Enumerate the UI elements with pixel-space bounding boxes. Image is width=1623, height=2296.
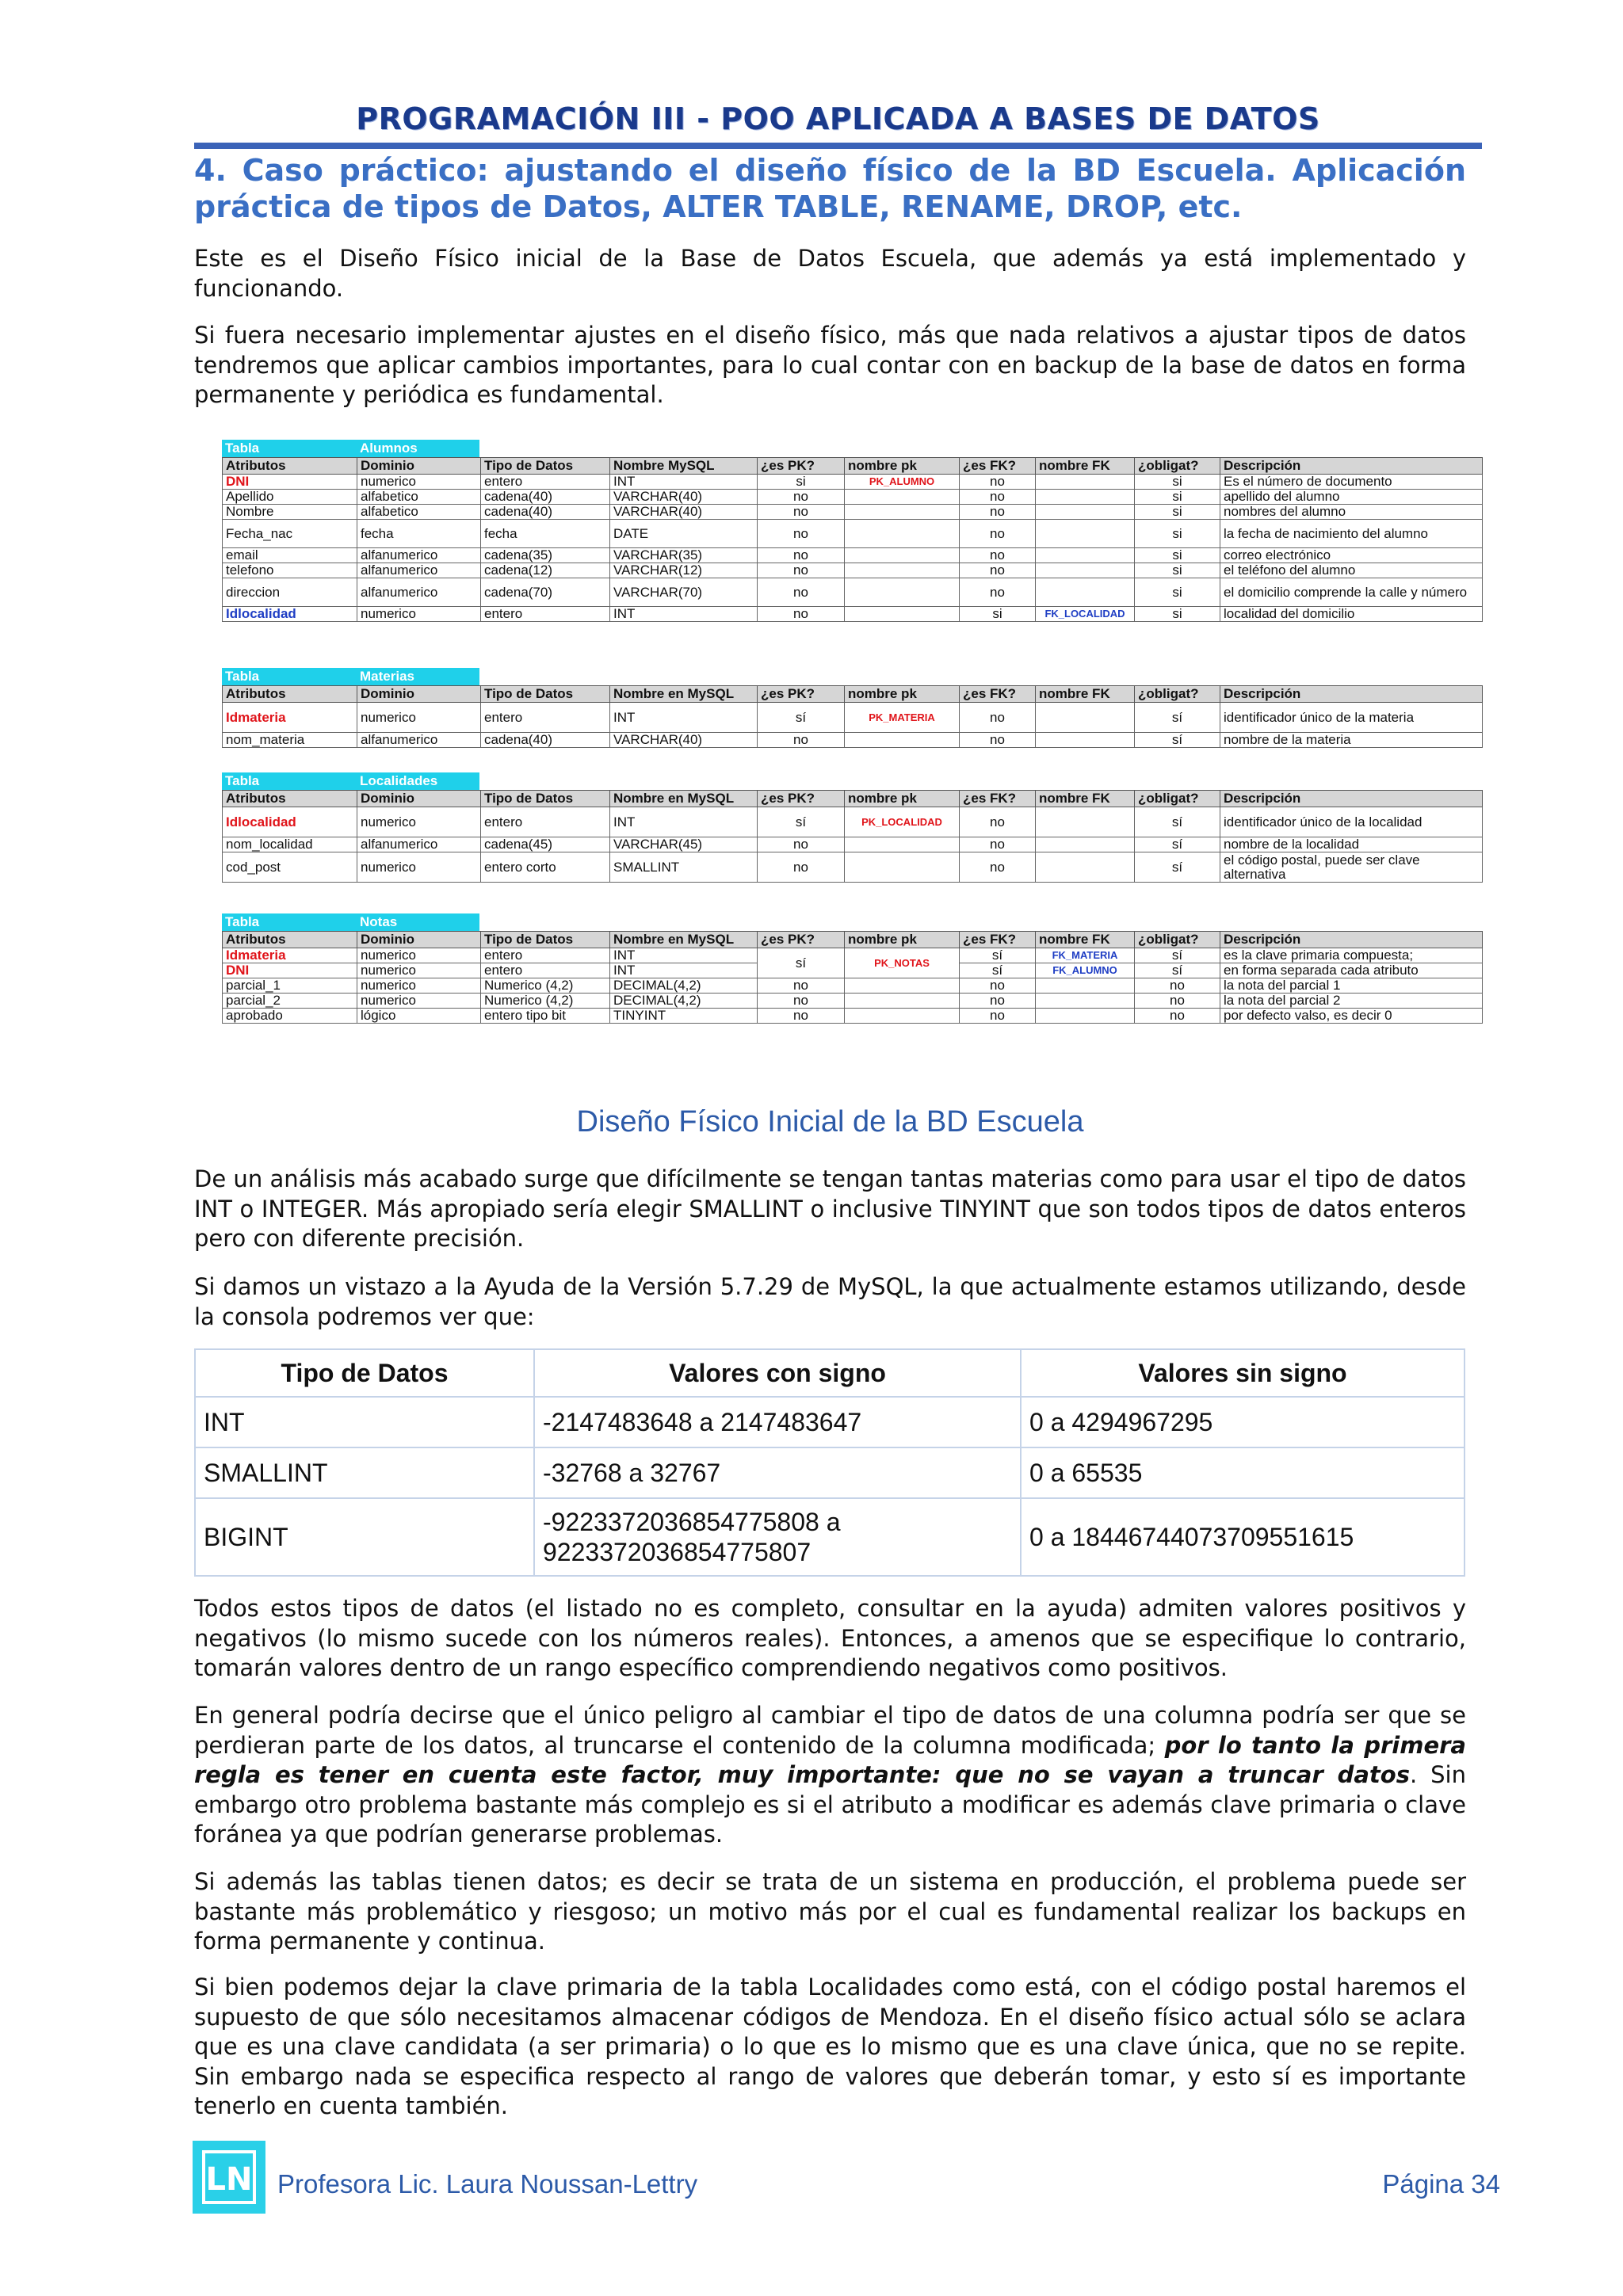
schema-cell: cadena(70) [481,578,610,607]
schema-cell: INT [610,475,758,490]
schema-cell: sí [758,807,845,837]
schema-cell: no [758,563,845,578]
schema-cell: si [1135,490,1220,505]
paragraph-8: Si bien podemos dejar la clave primaria de la tabla Localidades como está, con el código postal haremos el supuesto de que sólo necesitamos almacenar códigos de Mendoza. En el diseño físico actual sólo se aclara que es una clave candidata (a ser primaria) o lo que es lo mismo que es una clave única, que no se repite. Sin embargo nada se especifica respecto al rango de valores que deberán tomar, y esto sí es importante tenerlo en cuenta también. [194,1974,1466,2119]
alumnos-table [222,457,1483,622]
schema-cell: nombres del alumno [1220,505,1483,520]
schema-cell: cadena(40) [481,505,610,520]
schema-cell: alfabetico [357,490,481,505]
schema-row [223,505,1483,520]
schema-row [223,607,1483,622]
schema-cell: no [960,520,1036,548]
schema-cell [845,505,960,520]
tag-label: Tabla [225,669,260,684]
schema-cell: alfabetico [357,505,481,520]
page-header-title: PROGRAMACIÓN III - POO APLICADA A BASES DE DATOS [356,101,1320,136]
schema-cell: Idmateria [223,703,357,733]
schema-cell: numerico [357,948,481,963]
schema-cell: alfanumerico [357,837,481,852]
schema-cell [845,1009,960,1024]
schema-cell: nom_materia [223,733,357,748]
types-cell: -9223372036854775808 a 9223372036854775807 [534,1498,1021,1576]
schema-cell: no [758,520,845,548]
schema-cell: no [758,978,845,994]
table-tag [222,668,479,685]
schema-cell: identificador único de la localidad [1220,807,1483,837]
schema-cell: fecha [481,520,610,548]
section-title: 4. Caso práctico: ajustando el diseño físico de la BD Escuela. Aplicación práctica de tipos de Datos, ALTER TABLE, RENAME, DROP, etc. [194,153,1466,224]
schema-cell: entero [481,607,610,622]
schema-cell: no [960,703,1036,733]
schema-cell: sí [1135,837,1220,852]
ln-logo-icon [193,2141,265,2214]
schema-cell: no [758,490,845,505]
schema-cell [845,548,960,563]
header-cell: nombre FK [1036,932,1135,948]
types-header-cell: Valores con signo [534,1349,1021,1397]
schema-cell: VARCHAR(40) [610,505,758,520]
schema-cell: telefono [223,563,357,578]
schema-cell: DATE [610,520,758,548]
figure-caption: Diseño Físico Inicial de la BD Escuela [576,1105,1084,1138]
schema-cell: en forma separada cada atributo [1220,963,1483,978]
schema-cell: el código postal, puede ser clave alternativa [1220,852,1483,883]
materias-table [222,685,1483,748]
header-cell: ¿es FK? [960,458,1036,475]
schema-cell: PK_NOTAS [845,948,960,978]
schema-cell: no [960,978,1036,994]
header-cell: Dominio [357,791,481,807]
schema-cell [1036,733,1135,748]
types-cell: INT [195,1397,534,1447]
header-cell: Descripción [1220,686,1483,703]
localidades-table [222,790,1483,883]
header-cell: ¿obligat? [1135,791,1220,807]
schema-cell: DECIMAL(4,2) [610,994,758,1009]
schema-cell: FK_MATERIA [1036,948,1135,963]
schema-cell: Apellido [223,490,357,505]
schema-cell: sí [960,948,1036,963]
header-cell: nombre pk [845,686,960,703]
schema-row [223,703,1483,733]
paragraph-6-part-a: En general podría decirse que el único peligro al cambiar el tipo de datos de una columna podría ser que se perdieran parte de los datos, al truncarse el contenido de la columna modificada; [194,1702,1466,1759]
schema-cell [845,978,960,994]
schema-cell: no [960,578,1036,607]
schema-cell: email [223,548,357,563]
schema-cell: no [758,837,845,852]
schema-cell [845,578,960,607]
schema-cell [1036,703,1135,733]
schema-cell: no [1135,994,1220,1009]
schema-cell [1036,505,1135,520]
paragraph-5: Todos estos tipos de datos (el listado no es completo, consultar en la ayuda) admiten valores positivos y negativos (lo mismo sucede con los números reales). Entonces, a amenos que se especifique lo contrario, tomarán valores dentro de un rango específico comprendiendo negativos como positivos. [194,1595,1466,1681]
data-types-table [194,1348,1465,1577]
schema-cell: entero [481,807,610,837]
schema-cell [845,490,960,505]
schema-cell: sí [1135,733,1220,748]
header-cell: ¿es FK? [960,932,1036,948]
schema-cell: INT [610,607,758,622]
schema-cell: Idmateria [223,948,357,963]
table-name: Alumnos [360,441,418,456]
header-cell: ¿es PK? [758,791,845,807]
header-cell: nombre FK [1036,791,1135,807]
schema-row [223,733,1483,748]
paragraph-2: Si fuera necesario implementar ajustes en el diseño físico, más que nada relativos a ajustar tipos de datos tendremos que aplicar cambios importantes, para lo cual contar con en backup de la base de datos en forma permanente y periódica es fundamental. [194,322,1466,408]
schema-cell: numerico [357,963,481,978]
schema-cell: apellido del alumno [1220,490,1483,505]
tag-label: Tabla [225,441,260,456]
schema-cell: lógico [357,1009,481,1024]
schema-cell: FK_LOCALIDAD [1036,607,1135,622]
schema-row [223,837,1483,852]
header-cell: Tipo de Datos [481,932,610,948]
schema-cell [1036,563,1135,578]
header-cell: Atributos [223,458,357,475]
schema-row [223,563,1483,578]
schema-cell: sí [1135,807,1220,837]
schema-cell: Fecha_nac [223,520,357,548]
schema-row [223,578,1483,607]
schema-cell: la nota del parcial 2 [1220,994,1483,1009]
schema-cell: no [758,994,845,1009]
schema-cell: numerico [357,475,481,490]
schema-cell: si [1135,520,1220,548]
types-header-row [195,1349,1465,1397]
types-cell: 0 a 65535 [1021,1447,1465,1498]
types-cell: -32768 a 32767 [534,1447,1021,1498]
schema-cell [845,837,960,852]
schema-cell: alfanumerico [357,563,481,578]
schema-cell [845,563,960,578]
schema-cell: cadena(40) [481,490,610,505]
schema-cell: parcial_1 [223,978,357,994]
schema-cell: el domicilio comprende la calle y número [1220,578,1483,607]
schema-cell: si [1135,475,1220,490]
schema-cell: si [960,607,1036,622]
schema-cell: INT [610,703,758,733]
schema-cell: sí [1135,852,1220,883]
schema-cell [1036,578,1135,607]
footer-page-number: Página 34 [1382,2169,1500,2199]
schema-cell: alfanumerico [357,548,481,563]
schema-cell: PK_ALUMNO [845,475,960,490]
types-cell: SMALLINT [195,1447,534,1498]
header-cell: Descripción [1220,458,1483,475]
types-cell: BIGINT [195,1498,534,1576]
schema-cell: sí [1135,948,1220,963]
header-cell: Tipo de Datos [481,686,610,703]
header-cell: ¿es FK? [960,686,1036,703]
schema-cell: si [1135,563,1220,578]
schema-row [223,852,1483,883]
schema-cell: no [758,578,845,607]
schema-cell: Idlocalidad [223,607,357,622]
header-cell: Tipo de Datos [481,458,610,475]
schema-cell: numerico [357,807,481,837]
header-cell: nombre pk [845,932,960,948]
schema-cell: la fecha de nacimiento del alumno [1220,520,1483,548]
schema-cell: no [758,548,845,563]
schema-cell: no [1135,978,1220,994]
schema-cell: FK_ALUMNO [1036,963,1135,978]
schema-cell: no [960,505,1036,520]
schema-row [223,475,1483,490]
header-cell: ¿es PK? [758,686,845,703]
schema-cell [1036,1009,1135,1024]
schema-cell: sí [1135,963,1220,978]
schema-cell: entero corto [481,852,610,883]
schema-row [223,1009,1483,1024]
schema-cell: cadena(35) [481,548,610,563]
types-row [195,1397,1465,1447]
schema-cell: si [1135,607,1220,622]
schema-cell: Numerico (4,2) [481,994,610,1009]
schema-cell: entero [481,963,610,978]
header-row [223,791,1483,807]
schema-cell [1036,994,1135,1009]
schema-cell: entero [481,703,610,733]
schema-cell: si [1135,505,1220,520]
header-cell: Nombre en MySQL [610,686,758,703]
schema-cell: DNI [223,963,357,978]
schema-cell: no [758,852,845,883]
schema-cell: cod_post [223,852,357,883]
schema-cell: Idlocalidad [223,807,357,837]
schema-cell: cadena(12) [481,563,610,578]
schema-cell: Numerico (4,2) [481,978,610,994]
schema-cell [845,994,960,1009]
header-cell: ¿obligat? [1135,686,1220,703]
schema-cell: sí [758,703,845,733]
schema-cell: VARCHAR(40) [610,733,758,748]
schema-row [223,948,1483,963]
schema-cell: sí [1135,703,1220,733]
schema-cell: no [758,733,845,748]
schema-cell: entero [481,475,610,490]
header-cell: Dominio [357,686,481,703]
header-cell: Descripción [1220,791,1483,807]
schema-cell: no [758,1009,845,1024]
schema-cell [1036,807,1135,837]
header-cell: Nombre en MySQL [610,791,758,807]
schema-cell [1036,978,1135,994]
schema-cell: si [1135,548,1220,563]
schema-cell [1036,475,1135,490]
paragraph-6-part-c: . Sin embargo otro problema bastante más complejo es si el atributo a modificar es además clave primaria o clave foránea ya que podrían generarse problemas. [194,1761,1466,1848]
schema-cell: VARCHAR(40) [610,490,758,505]
table-name: Notas [360,914,398,929]
schema-cell: no [758,505,845,520]
header-cell: nombre pk [845,458,960,475]
schema-cell: no [960,807,1036,837]
schema-cell [845,520,960,548]
header-cell: Atributos [223,932,357,948]
header-cell: ¿obligat? [1135,458,1220,475]
schema-cell [1036,852,1135,883]
paragraph-7: Si además las tablas tienen datos; es decir se trata de un sistema en producción, el problema puede ser bastante más problemático y riesgoso; un motivo más por el cual es fundamental realizar los backups en forma permanente y continua. [194,1868,1466,1955]
schema-cell: VARCHAR(70) [610,578,758,607]
schema-cell: numerico [357,852,481,883]
schema-cell: no [960,475,1036,490]
schema-cell: no [758,607,845,622]
header-cell: Nombre MySQL [610,458,758,475]
schema-cell [1036,520,1135,548]
schema-cell: no [960,1009,1036,1024]
header-cell: Atributos [223,686,357,703]
table-tag [222,913,479,931]
schema-cell: identificador único de la materia [1220,703,1483,733]
header-cell: nombre pk [845,791,960,807]
schema-cell: numerico [357,607,481,622]
svg-text:LN: LN [205,2161,253,2198]
header-cell: Dominio [357,932,481,948]
schema-cell: numerico [357,703,481,733]
schema-cell: correo electrónico [1220,548,1483,563]
schema-cell: Nombre [223,505,357,520]
schema-row [223,978,1483,994]
schema-cell: no [960,733,1036,748]
header-cell: ¿es PK? [758,458,845,475]
schema-row [223,994,1483,1009]
schema-cell: no [960,563,1036,578]
schema-cell: INT [610,948,758,963]
schema-cell [1036,548,1135,563]
table-name: Materias [360,669,414,684]
schema-cell: no [960,994,1036,1009]
types-row [195,1447,1465,1498]
schema-cell: fecha [357,520,481,548]
paragraph-3: De un análisis más acabado surge que difícilmente se tengan tantas materias como para usar el tipo de datos INT o INTEGER. Más apropiado sería elegir SMALLINT o inclusive TINYINT que son todos tipos de datos enteros pero con diferente precisión. [194,1165,1466,1252]
header-rule [194,143,1482,149]
schema-cell: VARCHAR(12) [610,563,758,578]
schema-cell [845,733,960,748]
header-cell: ¿es FK? [960,791,1036,807]
header-cell: nombre FK [1036,458,1135,475]
header-cell: Atributos [223,791,357,807]
header-row [223,458,1483,475]
schema-cell: no [960,548,1036,563]
schema-cell: si [758,475,845,490]
schema-cell: es la clave primaria compuesta; [1220,948,1483,963]
schema-cell: sí [960,963,1036,978]
schema-cell: no [960,852,1036,883]
types-header-cell: Tipo de Datos [195,1349,534,1397]
schema-cell: INT [610,963,758,978]
header-cell: ¿obligat? [1135,932,1220,948]
header-cell: ¿es PK? [758,932,845,948]
header-cell: Tipo de Datos [481,791,610,807]
schema-row [223,490,1483,505]
schema-cell: numerico [357,978,481,994]
schema-cell: VARCHAR(45) [610,837,758,852]
schema-cell: el teléfono del alumno [1220,563,1483,578]
schema-cell: INT [610,807,758,837]
table-tag [222,440,479,457]
types-cell: -2147483648 a 2147483647 [534,1397,1021,1447]
schema-cell: nom_localidad [223,837,357,852]
schema-row [223,520,1483,548]
schema-row [223,548,1483,563]
paragraph-6-emphasis: por lo tanto la primera regla es tener en cuenta este factor, muy importante: que no se vayan a truncar datos [194,1731,1466,1788]
schema-cell [845,852,960,883]
schema-cell: direccion [223,578,357,607]
header-cell: Nombre en MySQL [610,932,758,948]
schema-cell: alfanumerico [357,578,481,607]
schema-cell: entero [481,948,610,963]
header-row [223,686,1483,703]
schema-cell: no [960,490,1036,505]
schema-cell: nombre de la materia [1220,733,1483,748]
schema-cell [1036,490,1135,505]
schema-cell: no [960,837,1036,852]
paragraph-6 [194,1701,1466,1850]
types-cell: 0 a 18446744073709551615 [1021,1498,1465,1576]
schema-cell: SMALLINT [610,852,758,883]
paragraph-1: Este es el Diseño Físico inicial de la Base de Datos Escuela, que además ya está implementado y funcionando. [194,245,1466,302]
types-cell: 0 a 4294967295 [1021,1397,1465,1447]
header-cell: nombre FK [1036,686,1135,703]
paragraph-4: Si damos un vistazo a la Ayuda de la Versión 5.7.29 de MySQL, la que actualmente estamos utilizando, desde la consola podremos ver que: [194,1273,1466,1330]
schema-cell: cadena(45) [481,837,610,852]
header-cell: Descripción [1220,932,1483,948]
schema-cell: sí [758,948,845,978]
schema-cell: aprobado [223,1009,357,1024]
schema-cell [1036,837,1135,852]
schema-cell: DECIMAL(4,2) [610,978,758,994]
tag-label: Tabla [225,773,260,788]
schema-cell: DNI [223,475,357,490]
schema-cell: PK_LOCALIDAD [845,807,960,837]
table-tag [222,772,479,790]
notas-table [222,931,1483,1024]
header-row [223,932,1483,948]
schema-cell: no [1135,1009,1220,1024]
types-row [195,1498,1465,1576]
schema-cell: entero tipo bit [481,1009,610,1024]
schema-row [223,807,1483,837]
schema-cell: localidad del domicilio [1220,607,1483,622]
schema-cell: VARCHAR(35) [610,548,758,563]
footer-author: Profesora Lic. Laura Noussan-Lettry [277,2169,698,2199]
types-header-cell: Valores sin signo [1021,1349,1465,1397]
schema-cell: PK_MATERIA [845,703,960,733]
schema-cell: alfanumerico [357,733,481,748]
schema-cell: parcial_2 [223,994,357,1009]
schema-cell: cadena(40) [481,733,610,748]
schema-cell: TINYINT [610,1009,758,1024]
schema-cell: Es el número de documento [1220,475,1483,490]
schema-cell: la nota del parcial 1 [1220,978,1483,994]
author-logo [193,2141,265,2214]
header-cell: Dominio [357,458,481,475]
schema-cell: por defecto valso, es decir 0 [1220,1009,1483,1024]
table-name: Localidades [360,773,438,788]
schema-cell: si [1135,578,1220,607]
schema-cell: nombre de la localidad [1220,837,1483,852]
schema-cell: numerico [357,994,481,1009]
tag-label: Tabla [225,914,260,929]
schema-cell [845,607,960,622]
